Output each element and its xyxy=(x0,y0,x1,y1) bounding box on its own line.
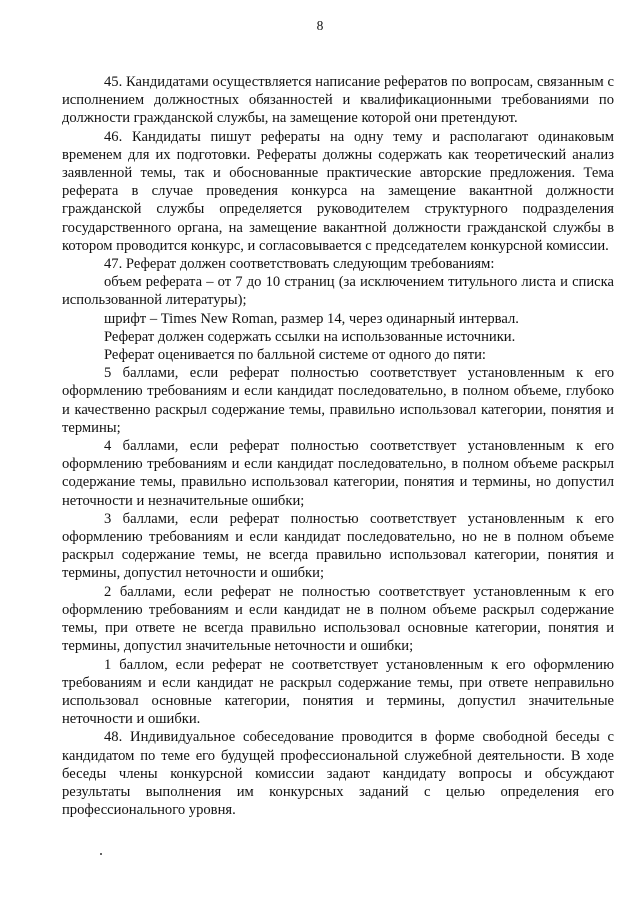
grade-5-criteria: 5 баллами, если реферат полностью соответствует установленным к его оформлению требованиям и если кандидат последовательно, в полном объеме, глубоко и качественно раскрыл содержание темы, правильно использовал категории, понятия и термины; xyxy=(62,365,614,436)
grading-intro: Реферат оценивается по балльной системе от одного до пяти: xyxy=(104,347,486,364)
scan-speck xyxy=(100,853,102,855)
document-body xyxy=(62,73,614,819)
paragraph-46: 46. Кандидаты пишут рефераты на одну тему и располагают одинаковым временем для их подготовки. Рефераты должны содержать как теоретический анализ заявленной темы, так и обоснованные практические авторские предложения. Тема реферата в случае проведения конкурса на замещение вакантной должности гражданской службы определяется руководителем структурного подразделения государственного органа, на замещение вакантной должности гражданской службы в котором проводится конкурс, и согласовывается с председателем конкурсной комиссии. xyxy=(62,128,614,254)
paragraph-48: 48. Индивидуальное собеседование проводится в форме свободной беседы с кандидатом по теме его будущей профессиональной служебной деятельности. В ходе беседы члены конкурсной комиссии задают кандидату вопросы и обсуждают результаты выполнения им конкурсных заданий с целью определения его профессионального уровня. xyxy=(62,729,614,819)
grade-1-criteria: 1 баллом, если реферат не соответствует установленным к его оформлению требованиям и если кандидат не раскрыл содержание темы, при ответе неправильно использовал основные категории, понятия и термины, допустил значительные неточности и ошибки. xyxy=(62,656,614,728)
grade-3-criteria: 3 баллами, если реферат полностью соответствует установленным к его оформлению требованиям и если кандидат последовательно, но не в полном объеме раскрыл содержание темы, не всегда правильно использовал категории, понятия и термины, допустил неточности и ошибки; xyxy=(62,510,614,582)
requirement-volume: объем реферата – от 7 до 10 страниц (за исключением титульного листа и списка использованной литературы); xyxy=(62,274,614,309)
paragraph-47: 47. Реферат должен соответствовать следующим требованиям: xyxy=(104,256,495,273)
requirement-font: шрифт – Times New Roman, размер 14, через одинарный интервал. xyxy=(104,310,519,327)
requirement-references: Реферат должен содержать ссылки на использованные источники. xyxy=(104,328,516,345)
grade-2-criteria: 2 баллами, если реферат не полностью соответствует установленным к его оформлению требованиям и если кандидат не в полном объеме раскрыл содержание темы, при ответе не всегда правильно использовал основные категории, понятия и термины, допустил значительные неточности и ошибки; xyxy=(62,583,614,655)
grade-4-criteria: 4 баллами, если реферат полностью соответствует установленным к его оформлению требованиям и если кандидат последовательно, в полном объеме раскрыл содержание темы, правильно использовал категории, понятия и термины, но допустил неточности и незначительные ошибки; xyxy=(62,438,614,509)
page-number: 8 xyxy=(316,18,324,33)
paragraph-45: 45. Кандидатами осуществляется написание рефератов по вопросам, связанным с исполнением должностных обязанностей и квалификационными требованиями по должности гражданской службы, на замещение которой они претендуют. xyxy=(62,74,614,127)
